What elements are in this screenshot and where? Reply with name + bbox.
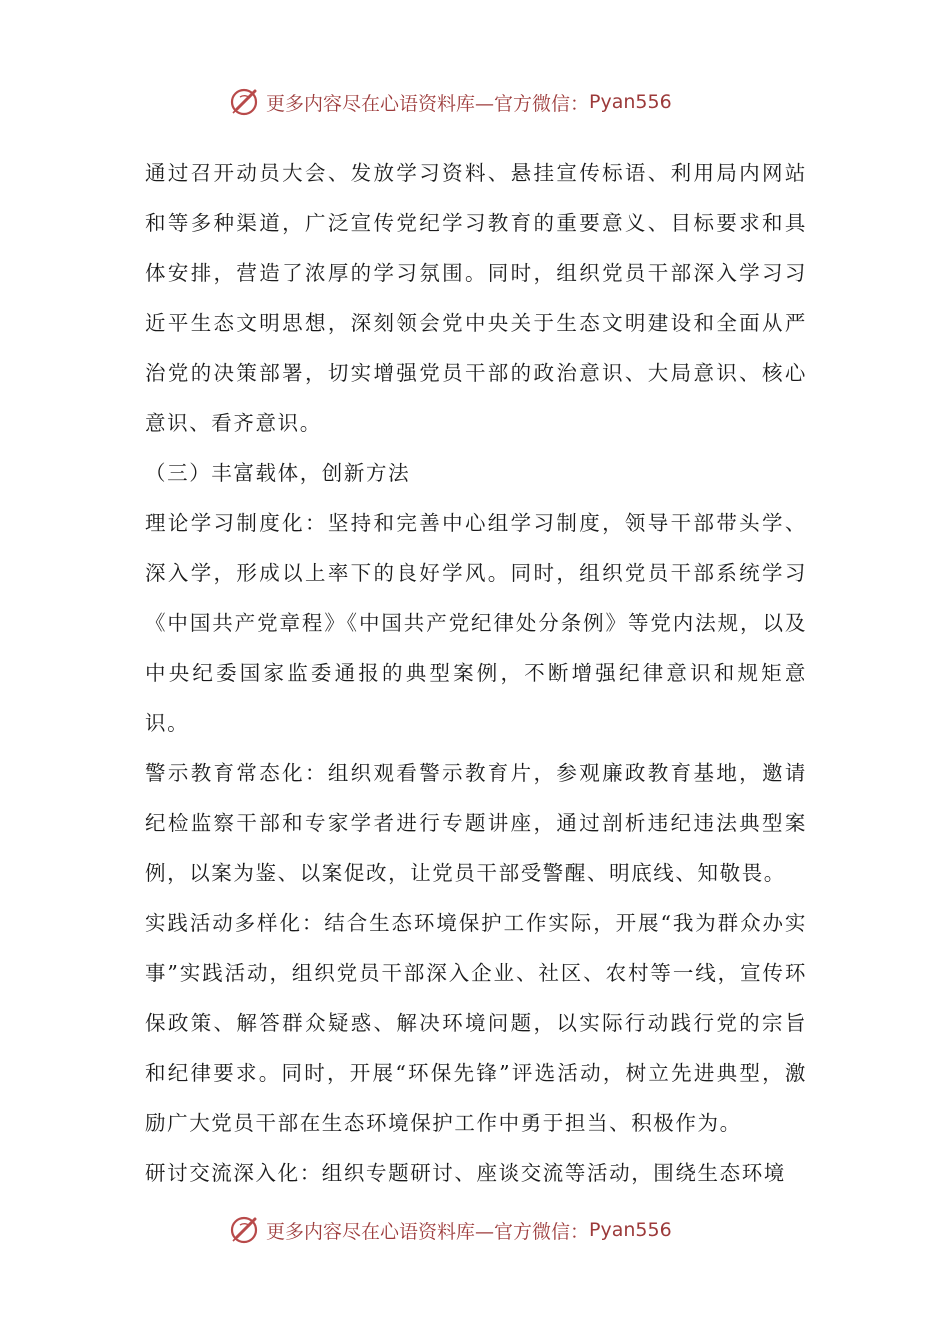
banner-text: 更多内容尽在心语资料库—官方微信：	[266, 1220, 590, 1243]
paragraph: 理论学习制度化：坚持和完善中心组学习制度，领导干部带头学、深入学，形成以上率下的良好学风。同时，组织党员干部系统学习《中国共产党章程》《中国共产党纪律处分条例》等党内法规，以及中央纪委国家监委通报的典型案例，不断增强纪律意识和规矩意识。	[145, 511, 807, 735]
document-body	[145, 148, 807, 1198]
paragraph: 警示教育常态化：组织观看警示教育片，参观廉政教育基地，邀请纪检监察干部和专家学者进行专题讲座，通过剖析违纪违法典型案例，以案为鉴、以案促改，让党员干部受警醒、明底线、知敬畏。	[145, 761, 807, 885]
banner-text: 更多内容尽在心语资料库—官方微信：	[266, 92, 590, 115]
wechat-id: Pyan556	[589, 91, 672, 113]
pen-logo-icon	[228, 85, 262, 119]
wechat-id: Pyan556	[589, 1219, 672, 1241]
footer-banner	[228, 1212, 748, 1248]
header-banner	[228, 84, 748, 120]
paragraph: 研讨交流深入化：组织专题研讨、座谈交流等活动，围绕生态环境	[145, 1161, 786, 1185]
pen-logo-icon	[228, 1213, 262, 1247]
section-heading: （三）丰富载体，创新方法	[145, 461, 411, 485]
paragraph: 实践活动多样化：结合生态环境保护工作实际，开展“我为群众办实事”实践活动，组织党员干部深入企业、社区、农村等一线，宣传环保政策、解答群众疑惑、解决环境问题，以实际行动践行党的宗旨和纪律要求。同时，开展“环保先锋”评选活动，树立先进典型，激励广大党员干部在生态环境保护工作中勇于担当、积极作为。	[145, 911, 807, 1135]
paragraph: 通过召开动员大会、发放学习资料、悬挂宣传标语、利用局内网站和等多种渠道，广泛宣传党纪学习教育的重要意义、目标要求和具体安排，营造了浓厚的学习氛围。同时，组织党员干部深入学习习近平生态文明思想，深刻领会党中央关于生态文明建设和全面从严治党的决策部署，切实增强党员干部的政治意识、大局意识、核心意识、看齐意识。	[145, 161, 807, 435]
